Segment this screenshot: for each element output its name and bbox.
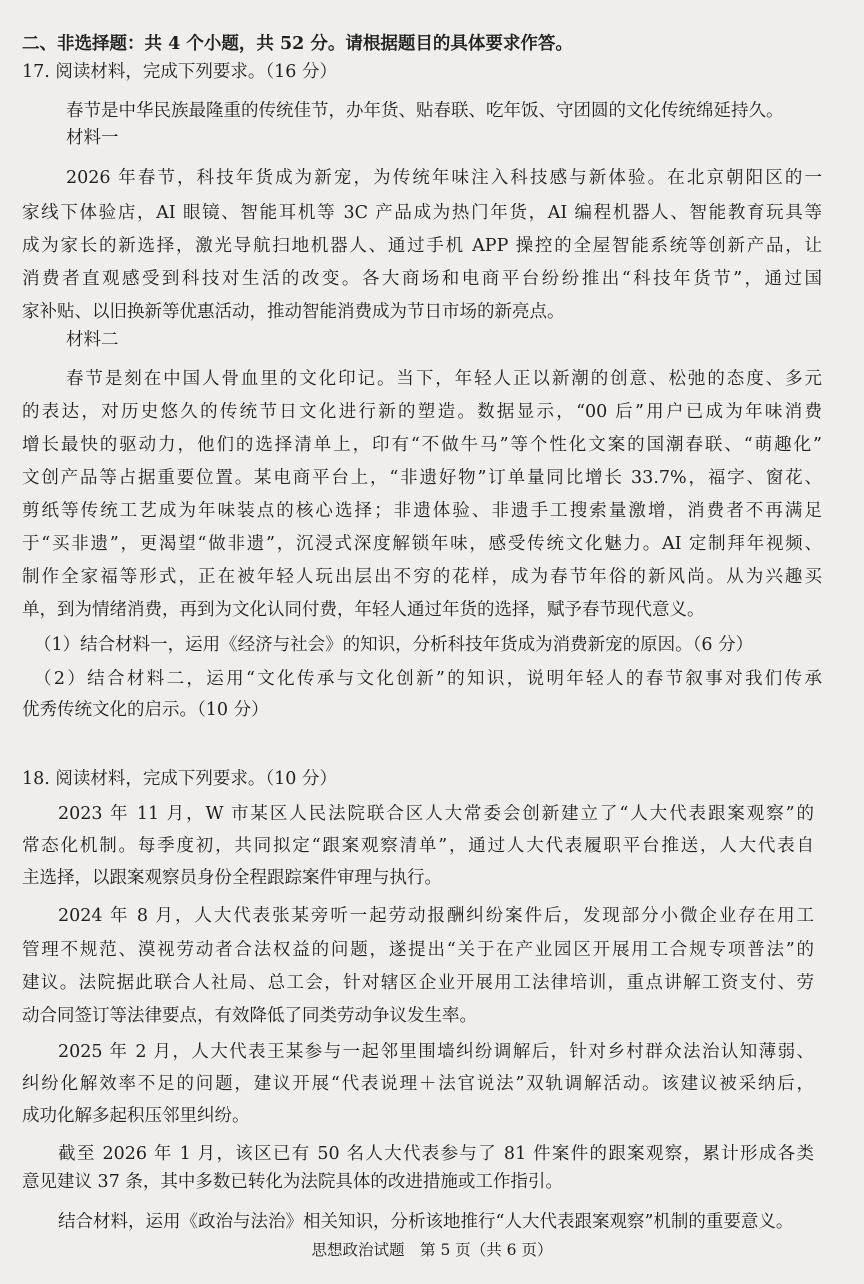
q17-sub-question-1: （1）结合材料一，运用《经济与社会》的知识，分析科技年货成为消费新宠的原因。（6 分） (34, 635, 754, 655)
q18-paragraph-line: 动合同签订等法律要点，有效降低了同类劳动争议发生率。 (22, 1006, 477, 1026)
q17-material1-line: 2026 年春节，科技年货成为新宠，为传统年味注入科技感与新体验。在北京朝阳区的一 (66, 168, 822, 188)
q18-paragraph-line: 常态化机制。每季度初，共同拟定“跟案观察清单”，通过人大代表履职平台推送，人大代表自 (22, 836, 814, 856)
q17-sub-question-2-cont: 优秀传统文化的启示。（10 分） (22, 700, 269, 720)
q17-title: 17. 阅读材料，完成下列要求。（16 分） (22, 62, 337, 82)
q17-material1-line: 家补贴、以旧换新等优惠活动，推动智能消费成为节日市场的新亮点。 (22, 302, 565, 322)
q18-paragraph-line: 管理不规范、漠视劳动者合法权益的问题，遂提出“关于在产业园区开展用工合规专项普法”的 (22, 940, 814, 960)
q17-material2-line: 文创产品等占据重要位置。某电商平台上，“非遗好物”订单量同比增长 33.7%，福字、窗花、 (22, 468, 822, 488)
q18-task: 结合材料，运用《政治与法治》相关知识，分析该地推行“人大代表跟案观察”机制的重要意义。 (58, 1212, 794, 1232)
q18-paragraph-line: 建议。法院据此联合人社局、总工会，针对辖区企业开展用工法律培训，重点讲解工资支付、劳 (22, 973, 814, 993)
q18-paragraph-line: 纠纷化解效率不足的问题，建议开展“代表说理＋法官说法”双轨调解活动。该建议被采纳后， (22, 1074, 814, 1094)
q18-paragraph-line: 2023 年 11 月，W 市某区人民法院联合区人大常委会创新建立了“人大代表跟案观察”的 (58, 804, 814, 824)
q17-intro: 春节是中华民族最隆重的传统佳节，办年货、贴春联、吃年饭、守团圆的文化传统绵延持久。 (66, 101, 784, 121)
q17-material2-line: 制作全家福等形式，正在被年轻人玩出层出不穷的花样，成为春节年俗的新风尚。从为兴趣买 (22, 567, 822, 587)
q18-paragraph-line: 成功化解多起积压邻里纠纷。 (22, 1106, 250, 1126)
q17-material2-line: 春节是刻在中国人骨血里的文化印记。当下，年轻人正以新潮的创意、松弛的态度、多元 (66, 369, 822, 389)
q17-material2-line: 于“买非遗”，更渴望“做非遗”，沉浸式深度解锁年味，感受传统文化魅力。AI 定制拜年视频、 (22, 534, 822, 554)
q17-sub-question-2: （2）结合材料二，运用“文化传承与文化创新”的知识，说明年轻人的春节叙事对我们传承 (34, 669, 822, 689)
q18-paragraph-line: 2024 年 8 月，人大代表张某旁听一起劳动报酬纠纷案件后，发现部分小微企业存在用工 (58, 906, 814, 926)
q17-material2-line: 单，到为情绪消费，再到为文化认同付费，年轻人通过年货的选择，赋予春节现代意义。 (22, 600, 705, 620)
q17-material1-line: 消费者直观感受到科技对生活的改变。各大商场和电商平台纷纷推出“科技年货节”，通过国 (22, 269, 822, 289)
page-footer: 思想政治试题 第 5 页（共 6 页） (311, 1241, 553, 1259)
q17-material2-line: 增长最快的驱动力，他们的选择清单上，印有“不做牛马”等个性化文案的国潮春联、“萌趣化” (22, 435, 822, 455)
q18-paragraph-line: 主选择，以跟案观察员身份全程跟踪案件审理与执行。 (22, 868, 442, 888)
q18-paragraph-line: 意见建议 37 条，其中多数已转化为法院具体的改进措施或工作指引。 (22, 1172, 563, 1192)
q18-paragraph-line: 2025 年 2 月，人大代表王某参与一起邻里围墙纠纷调解后，针对乡村群众法治认知薄弱、 (58, 1042, 814, 1062)
q18-paragraph-line: 截至 2026 年 1 月，该区已有 50 名人大代表参与了 81 件案件的跟案观察，累计形成各类 (58, 1144, 814, 1164)
q17-material2-line: 的表达，对历史悠久的传统节日文化进行新的塑造。数据显示，“00 后”用户已成为年味消费 (22, 402, 822, 422)
q17-material2-line: 剪纸等传统工艺成为年味装点的核心选择；非遗体验、非遗手工搜索量激增，消费者不再满足 (22, 501, 822, 521)
q17-material1-line: 家线下体验店，AI 眼镜、智能耳机等 3C 产品成为热门年货，AI 编程机器人、智能教育玩具等 (22, 203, 822, 223)
section-header: 二、非选择题：共 4 个小题，共 52 分。请根据题目的具体要求作答。 (22, 34, 573, 54)
q17-material1-label: 材料一 (66, 128, 119, 148)
q17-material1-line: 成为家长的新选择，激光导航扫地机器人、通过手机 APP 操控的全屋智能系统等创新产品，让 (22, 236, 822, 256)
q17-material2-label: 材料二 (66, 330, 119, 350)
q18-title: 18. 阅读材料，完成下列要求。（10 分） (22, 769, 337, 789)
